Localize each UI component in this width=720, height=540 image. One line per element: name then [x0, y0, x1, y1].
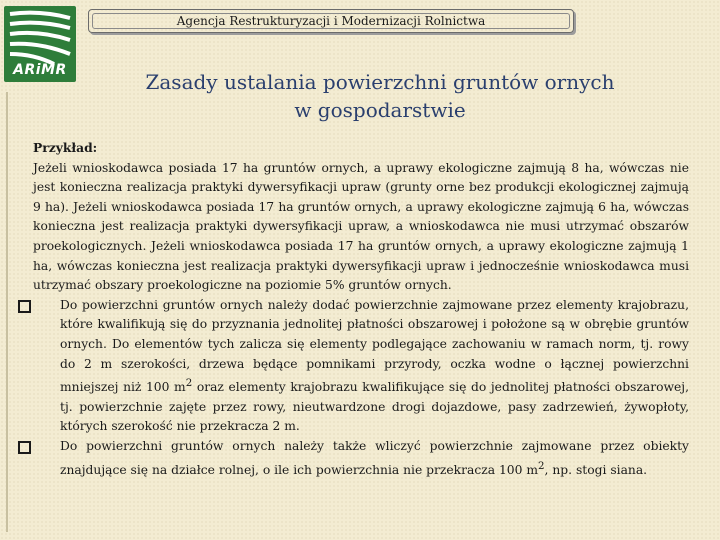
- field-stripes-icon: [4, 6, 76, 66]
- bullet-text-start: Do powierzchni gruntów ornych należy dodać powierzchnie zajmowane przez elementy krajobrazu, które kwalifikują się do przyznania jednolitej płatności obszarowej i położone są w obrębie gruntów ornych. Do elementów tych zalicza się elementy podlegające zachowaniu w ramach norm, tj. rowy do 2 m szerokości, drzewa będące pomnikami przyrody, oczka wodne o łącznej powierzchni mniejszej niż 100 m: [60, 297, 689, 395]
- arimr-logo: [4, 6, 76, 82]
- checkbox-bullet-icon: [18, 441, 31, 454]
- example-label: Przykład:: [33, 140, 98, 155]
- list-item: [33, 437, 689, 480]
- bullet-text-end: , np. stogi siana.: [544, 462, 648, 477]
- agency-name-banner: [88, 9, 574, 33]
- title-line-2: w gospodarstwie: [294, 98, 466, 122]
- bullet-superscript: 2: [185, 377, 193, 390]
- checkbox-bullet-icon: [18, 300, 31, 313]
- bullet-text-start: Do powierzchni gruntów ornych należy także wliczyć powierzchnie zajmowane przez obiekty znajdujące się na działce rolnej, o ile ich powierzchnia nie przekracza 100 m: [60, 439, 689, 477]
- content-body: [33, 138, 689, 480]
- decorative-divider: [6, 92, 8, 532]
- list-item: [33, 296, 689, 437]
- title-line-1: Zasady ustalania powierzchni gruntów ornych: [145, 70, 615, 94]
- agency-name: Agencja Restrukturyzacji i Modernizacji Rolnictwa: [176, 14, 486, 28]
- example-paragraph: Jeżeli wnioskodawca posiada 17 ha gruntów ornych, a uprawy ekologiczne zajmują 8 ha, wówczas nie jest konieczna realizacja praktyki dywersyfikacji upraw (grunty orne bez produkcji ekologicznej zajmują 9 ha). Jeżeli wnioskodawca posiada 17 ha gruntów ornych, a uprawy ekologiczne zajmują 6 ha, wówczas konieczna jest realizacja praktyki dywersyfikacji upraw, a wnioskodawca nie musi utrzymać obszarów proekologicznych. Jeżeli wnioskodawca posiada 17 ha gruntów ornych, a uprawy ekologiczne zajmują 1 ha, wówczas konieczna jest realizacja praktyki dywersyfikacji upraw i jednocześnie wnioskodawca musi utrzymać obszary proekologiczne na poziomie 5% gruntów ornych.: [33, 160, 689, 293]
- page-title: [90, 68, 670, 124]
- bullet-text-end: oraz elementy krajobrazu kwalifikujące się do jednolitej płatności obszarowej, tj. powierzchnie zajęte przez rowy, nieutwardzone drogi dojazdowe, pasy zadrzewień, żywopłoty, których szerokość nie przekracza 2 m.: [60, 380, 689, 434]
- logo-text: ARiMR: [13, 62, 67, 78]
- bullet-superscript: 2: [538, 459, 545, 472]
